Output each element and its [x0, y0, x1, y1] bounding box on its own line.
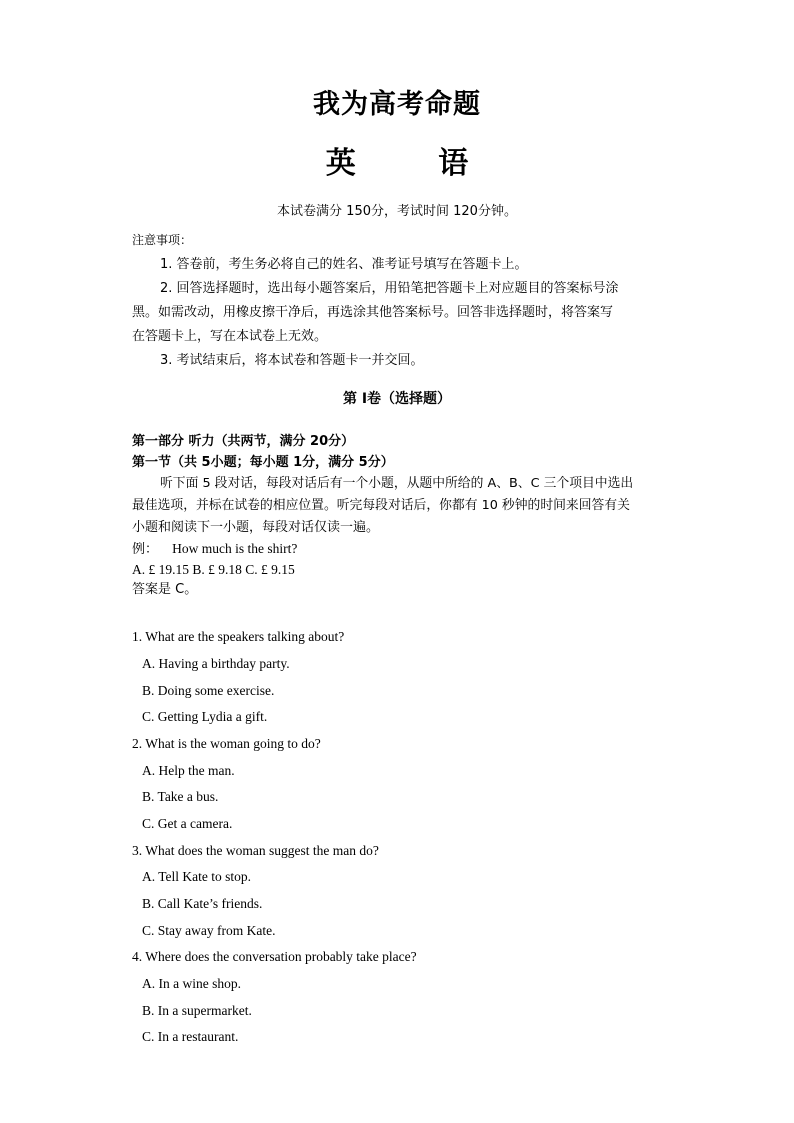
- question-4-option-b: B. In a supermarket.: [142, 1003, 252, 1018]
- example-options: A. £ 19.15 B. £ 9.18 C. £ 9.15: [132, 562, 295, 577]
- note-item-1: 1. 答卷前，考生务必将自己的姓名、准考证号填写在答题卡上。: [160, 257, 528, 272]
- section-heading: 第一节（共 5小题；每小题 1分，满分 5分）: [132, 455, 394, 470]
- question-2-option-b: B. Take a bus.: [142, 789, 219, 804]
- volume-heading: 第 I卷（选择题）: [342, 391, 452, 407]
- exam-title: 我为高考命题: [313, 89, 481, 120]
- question-4: 4. Where does the conversation probably take place?: [132, 949, 417, 964]
- instructions-line-1: 听下面 5 段对话，每段对话后有一个小题，从题中所给的 A、B、C 三个项目中选出: [160, 476, 634, 491]
- question-3-option-a: A. Tell Kate to stop.: [142, 869, 252, 884]
- example-question: How much is the shirt?: [172, 541, 298, 556]
- question-2: 2. What is the woman going to do?: [132, 736, 321, 751]
- notes-heading: 注意事项：: [132, 233, 193, 247]
- question-4-option-a: A. In a wine shop.: [142, 976, 241, 991]
- instructions-line-3: 小题和阅读下一小题，每段对话仅读一遍。: [132, 520, 380, 535]
- part-heading: 第一部分 听力（共两节，满分 20分）: [132, 434, 355, 449]
- note-item-2-line-3: 在答题卡上，写在本试卷上无效。: [132, 329, 328, 344]
- note-item-2-line-2: 黑。如需改动，用橡皮擦干净后，再选涂其他答案标号。回答非选择题时，将答案写: [132, 305, 614, 320]
- question-2-option-c: C. Get a camera.: [142, 816, 233, 831]
- subject-title: 英 语: [325, 146, 505, 181]
- question-1-option-b: B. Doing some exercise.: [142, 683, 275, 698]
- question-1: 1. What are the speakers talking about?: [132, 629, 345, 644]
- question-3: 3. What does the woman suggest the man do?: [132, 843, 379, 858]
- question-1-option-c: C. Getting Lydia a gift.: [142, 709, 268, 724]
- note-item-2-line-1: 2. 回答选择题时，选出每小题答案后，用铅笔把答题卡上对应题目的答案标号涂: [160, 281, 619, 296]
- question-1-option-a: A. Having a birthday party.: [142, 656, 290, 671]
- instructions-line-2: 最佳选项，并标在试卷的相应位置。听完每段对话后，你都有 10 秒钟的时间来回答有关: [132, 498, 630, 513]
- exam-info: 本试卷满分 150分，考试时间 120分钟。: [277, 204, 517, 219]
- example-label: 例：: [132, 542, 159, 557]
- note-item-3: 3. 考试结束后，将本试卷和答题卡一并交回。: [160, 353, 424, 368]
- question-3-option-c: C. Stay away from Kate.: [142, 923, 276, 938]
- question-3-option-b: B. Call Kate’s friends.: [142, 896, 263, 911]
- question-4-option-c: C. In a restaurant.: [142, 1029, 239, 1044]
- example-answer: 答案是 C。: [132, 582, 198, 597]
- question-2-option-a: A. Help the man.: [142, 763, 235, 778]
